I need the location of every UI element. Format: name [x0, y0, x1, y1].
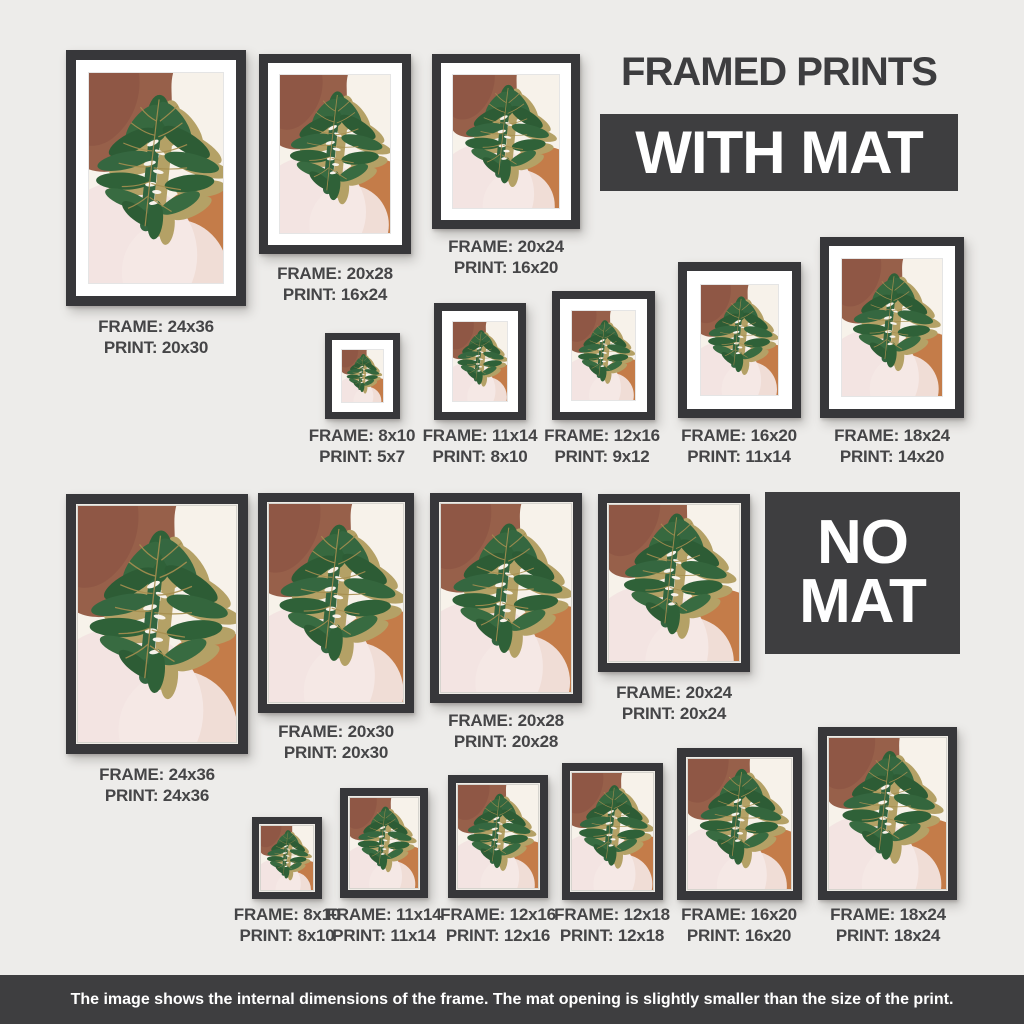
no-mat-banner-line2: MAT — [799, 567, 926, 636]
frame-opening — [456, 783, 540, 890]
frame-size-label: FRAME: 24x36 — [98, 317, 214, 336]
monstera-artwork — [78, 506, 236, 742]
size-label — [72, 764, 242, 807]
size-label — [807, 425, 977, 468]
print-area — [269, 504, 403, 702]
monstera-artwork — [458, 785, 538, 888]
size-label — [251, 721, 421, 764]
print-area — [829, 738, 946, 889]
print-area — [842, 259, 942, 396]
size-label — [421, 236, 591, 279]
size-label — [654, 425, 824, 468]
frame-size-label: FRAME: 12x16 — [440, 905, 556, 924]
print-area — [572, 311, 635, 400]
monstera-artwork — [453, 75, 559, 208]
frame-opening — [259, 824, 315, 892]
framed-print-no-mat-18x24 — [818, 727, 957, 900]
print-size-label: PRINT: 16x24 — [282, 285, 388, 305]
print-area — [458, 785, 538, 888]
print-size-label: PRINT: 8x10 — [239, 926, 335, 946]
no-mat-banner-line1: NO — [817, 508, 908, 578]
print-area — [261, 826, 313, 890]
no-mat-banner — [765, 492, 960, 654]
frame-size-label: FRAME: 20x30 — [278, 722, 394, 741]
monstera-artwork — [89, 73, 223, 283]
framed-print-with-mat-12x16 — [552, 291, 655, 420]
mat-opening — [332, 340, 393, 412]
framed-print-with-mat-20x28 — [259, 54, 411, 254]
print-size-label: PRINT: 9x12 — [554, 447, 650, 467]
print-area — [89, 73, 223, 283]
print-area — [342, 350, 383, 402]
with-mat-banner-label: WITH MAT — [635, 119, 923, 186]
frame-opening — [439, 502, 573, 694]
frame-opening — [686, 757, 793, 891]
framed-print-no-mat-24x36 — [66, 494, 248, 754]
framed-print-no-mat-12x18 — [562, 763, 663, 900]
frame-opening — [348, 796, 420, 890]
frame-size-label: FRAME: 12x18 — [554, 905, 670, 924]
size-label — [250, 263, 420, 306]
monstera-artwork — [829, 738, 946, 889]
framed-print-no-mat-20x30 — [258, 493, 414, 713]
frame-size-label: FRAME: 20x24 — [448, 237, 564, 256]
size-label — [654, 904, 824, 947]
print-size-label: PRINT: 16x20 — [686, 926, 792, 946]
print-size-label: PRINT: 11x14 — [332, 926, 436, 946]
print-size-label: PRINT: 24x36 — [104, 786, 210, 806]
framed-print-with-mat-11x14 — [434, 303, 526, 420]
print-size-label: PRINT: 12x18 — [559, 926, 665, 946]
frame-opening — [76, 504, 238, 744]
monstera-artwork — [842, 259, 942, 396]
frame-size-label: FRAME: 20x28 — [277, 264, 393, 283]
framed-print-no-mat-8x10 — [252, 817, 322, 899]
framed-print-no-mat-12x16 — [448, 775, 548, 898]
print-size-label: PRINT: 8x10 — [432, 447, 528, 467]
print-area — [78, 506, 236, 742]
frame-size-label: FRAME: 8x10 — [233, 905, 341, 924]
frame-size-label: FRAME: 12x16 — [544, 426, 660, 445]
monstera-artwork — [350, 798, 418, 888]
print-area — [441, 504, 571, 692]
print-size-label: PRINT: 11x14 — [687, 447, 791, 467]
framed-print-no-mat-11x14 — [340, 788, 428, 898]
framed-print-with-mat-20x24 — [432, 54, 580, 229]
frame-size-label: FRAME: 11x14 — [422, 426, 538, 445]
framed-print-with-mat-18x24 — [820, 237, 964, 418]
framed-print-no-mat-20x28 — [430, 493, 582, 703]
mat-opening — [268, 63, 402, 245]
frame-opening — [570, 771, 655, 892]
monstera-artwork — [609, 505, 739, 661]
frame-size-label: FRAME: 24x36 — [99, 765, 215, 784]
size-label — [803, 904, 973, 947]
mat-opening — [442, 311, 518, 412]
size-label — [71, 316, 241, 359]
footer-disclaimer-text: The image shows the internal dimensions of the frame. The mat opening is slightly smaller than the size of the print. — [70, 990, 954, 1008]
monstera-artwork — [280, 75, 390, 233]
print-size-label: PRINT: 14x20 — [839, 447, 945, 467]
frame-size-label: FRAME: 8x10 — [308, 426, 416, 445]
monstera-artwork — [453, 322, 507, 401]
mat-opening — [76, 60, 236, 296]
frame-opening — [827, 736, 948, 891]
mat-opening — [687, 271, 792, 409]
frame-opening — [267, 502, 405, 704]
mat-opening — [441, 63, 571, 220]
print-size-label: PRINT: 20x24 — [621, 704, 727, 724]
mat-opening — [829, 246, 955, 409]
print-size-label: PRINT: 18x24 — [835, 926, 941, 946]
print-size-label: PRINT: 5x7 — [319, 447, 405, 467]
print-area — [609, 505, 739, 661]
frame-size-label: FRAME: 18x24 — [830, 905, 946, 924]
monstera-artwork — [441, 504, 571, 692]
frame-size-label: FRAME: 11x14 — [326, 905, 442, 924]
with-mat-banner — [600, 114, 958, 191]
print-size-label: PRINT: 20x30 — [103, 338, 209, 358]
print-area — [572, 773, 653, 890]
size-label — [421, 710, 591, 753]
monstera-artwork — [701, 285, 778, 395]
frame-size-label: FRAME: 18x24 — [834, 426, 950, 445]
print-size-label: PRINT: 20x30 — [283, 743, 389, 763]
framed-print-with-mat-16x20 — [678, 262, 801, 418]
print-area — [280, 75, 390, 233]
mat-opening — [560, 299, 647, 412]
print-size-label: PRINT: 16x20 — [453, 258, 559, 278]
frame-opening — [607, 503, 741, 663]
frame-size-label: FRAME: 20x24 — [616, 683, 732, 702]
frame-size-label: FRAME: 20x28 — [448, 711, 564, 730]
frame-size-label: FRAME: 16x20 — [681, 905, 797, 924]
framed-print-with-mat-24x36 — [66, 50, 246, 306]
framed-print-no-mat-16x20 — [677, 748, 802, 900]
page-title: FRAMED PRINTS — [621, 50, 937, 94]
framed-print-with-mat-8x10 — [325, 333, 400, 419]
monstera-artwork — [342, 350, 383, 402]
frame-size-label: FRAME: 16x20 — [681, 426, 797, 445]
print-area — [701, 285, 778, 395]
footer-disclaimer-bar — [0, 975, 1024, 1024]
monstera-artwork — [269, 504, 403, 702]
print-area — [453, 322, 507, 401]
print-area — [688, 759, 791, 889]
monstera-artwork — [261, 826, 313, 890]
print-size-label: PRINT: 20x28 — [453, 732, 559, 752]
print-area — [453, 75, 559, 208]
monstera-artwork — [572, 311, 635, 400]
framed-print-no-mat-20x24 — [598, 494, 750, 672]
monstera-artwork — [572, 773, 653, 890]
print-size-label: PRINT: 12x16 — [445, 926, 551, 946]
print-area — [350, 798, 418, 888]
monstera-artwork — [688, 759, 791, 889]
size-label — [589, 682, 759, 725]
